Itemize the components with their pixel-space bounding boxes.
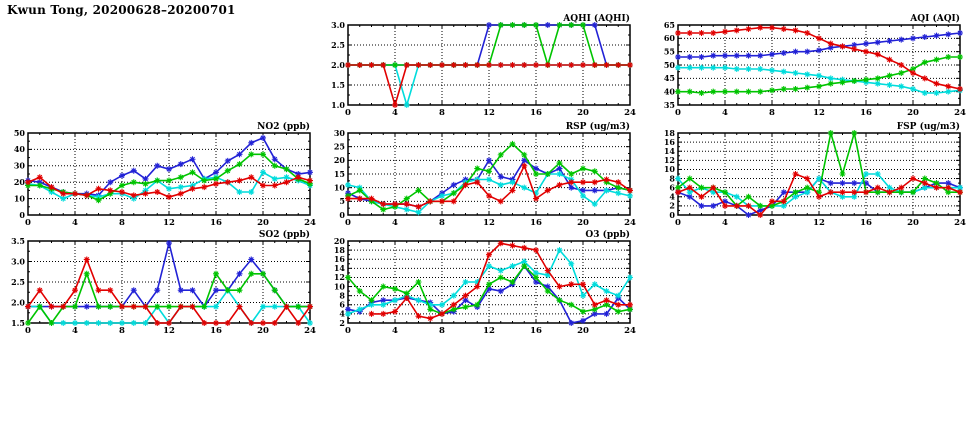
x-tick-label: 12: [483, 326, 495, 336]
x-tick-label: 16: [210, 326, 222, 336]
y-tick-label: 2: [339, 317, 345, 328]
no2-plot-svg: [10, 118, 325, 230]
x-tick-label: 4: [722, 218, 728, 228]
x-tick-label: 20: [257, 218, 269, 228]
y-tick-label: 20: [333, 235, 345, 246]
x-tick-label: 12: [483, 218, 495, 228]
x-tick-label: 20: [577, 326, 589, 336]
y-tick-label: 5: [339, 196, 345, 207]
x-tick-label: 24: [304, 218, 316, 228]
aqi-title: AQI (AQI): [910, 14, 960, 24]
x-tick-label: 4: [392, 108, 398, 118]
so2-title: SO2 (ppb): [258, 230, 310, 240]
x-tick-label: 16: [530, 108, 542, 118]
x-tick-label: 4: [392, 218, 398, 228]
x-tick-label: 24: [624, 218, 636, 228]
y-tick-label: 3.5: [11, 235, 25, 246]
y-tick-label: 6: [669, 182, 675, 193]
chart-so2: [10, 226, 325, 338]
y-tick-label: 40: [13, 144, 25, 155]
y-tick-label: 2.0: [331, 59, 345, 70]
rsp-series-blue: [345, 157, 633, 209]
y-tick-label: 20: [13, 177, 25, 187]
y-tick-label: 10: [333, 182, 345, 193]
x-tick-label: 0: [25, 326, 31, 336]
x-tick-label: 0: [25, 218, 31, 228]
x-tick-label: 12: [163, 218, 175, 228]
x-tick-label: 24: [954, 108, 966, 118]
y-tick-label: 65: [663, 19, 675, 30]
x-tick-label: 8: [439, 326, 445, 336]
y-tick-label: 30: [13, 160, 25, 171]
y-tick-label: 1.0: [331, 99, 345, 110]
chart-fsp: [660, 118, 975, 230]
x-tick-label: 8: [769, 108, 775, 118]
y-tick-label: 2: [669, 200, 675, 211]
x-tick-label: 8: [769, 218, 775, 228]
y-tick-label: 16: [663, 136, 675, 147]
x-tick-label: 12: [163, 326, 175, 336]
x-tick-label: 20: [577, 218, 589, 228]
y-tick-label: 8: [669, 173, 675, 184]
y-tick-label: 8: [339, 290, 345, 301]
chart-o3: [330, 226, 645, 338]
x-tick-label: 24: [624, 108, 636, 118]
x-tick-label: 0: [345, 108, 351, 118]
series-markers: [345, 157, 633, 209]
y-tick-label: 20: [333, 155, 345, 166]
chart-no2: [10, 118, 325, 230]
y-tick-label: 3.0: [11, 256, 25, 267]
y-tick-label: 45: [663, 73, 675, 84]
aqi-plot-svg: [660, 10, 975, 122]
no2-title: NO2 (ppb): [257, 122, 310, 132]
y-tick-label: 30: [333, 127, 345, 138]
fsp-title: FSP (ug/m3): [896, 122, 960, 132]
x-tick-label: 0: [345, 326, 351, 336]
x-tick-label: 24: [624, 326, 636, 336]
y-tick-label: 50: [663, 59, 675, 70]
y-tick-label: 60: [663, 33, 675, 44]
so2-plot-svg: [10, 226, 325, 338]
x-tick-label: 16: [530, 326, 542, 336]
y-tick-label: 14: [663, 146, 675, 157]
y-tick-label: 50: [13, 127, 25, 138]
x-tick-label: 8: [119, 218, 125, 228]
y-tick-label: 2.5: [331, 39, 345, 50]
x-tick-label: 4: [392, 326, 398, 336]
aqhi-title: AQHI (AQHI): [563, 14, 630, 24]
x-tick-label: 12: [483, 108, 495, 118]
x-tick-label: 4: [72, 326, 78, 336]
x-tick-label: 4: [72, 218, 78, 228]
y-tick-label: 2.0: [11, 297, 25, 308]
x-tick-label: 8: [119, 326, 125, 336]
y-tick-label: 12: [663, 155, 675, 166]
page-title: Kwun Tong, 20200628–20200701: [7, 3, 236, 17]
y-tick-label: 35: [663, 99, 675, 110]
x-tick-label: 16: [210, 218, 222, 228]
y-tick-label: 10: [663, 164, 675, 175]
y-tick-label: 18: [663, 127, 675, 138]
rsp-title: RSP (ug/m3): [565, 122, 630, 132]
y-tick-label: 40: [663, 86, 675, 97]
x-tick-label: 24: [954, 218, 966, 228]
x-tick-label: 8: [439, 108, 445, 118]
y-tick-label: 0: [339, 209, 345, 220]
x-tick-label: 24: [304, 326, 316, 336]
y-tick-label: 16: [333, 254, 345, 265]
o3-plot-svg: [330, 226, 645, 338]
y-tick-label: 14: [333, 263, 345, 274]
x-tick-label: 0: [675, 218, 681, 228]
y-tick-label: 1.5: [331, 79, 345, 90]
fsp-plot-svg: [660, 118, 975, 230]
y-tick-label: 4: [339, 308, 345, 319]
x-tick-label: 12: [813, 218, 825, 228]
x-tick-label: 20: [907, 218, 919, 228]
x-tick-label: 12: [813, 108, 825, 118]
x-tick-label: 16: [530, 218, 542, 228]
x-tick-label: 16: [860, 218, 872, 228]
y-tick-label: 6: [339, 299, 345, 310]
y-tick-label: 55: [663, 46, 675, 57]
chart-aqhi: [330, 10, 645, 122]
x-tick-label: 4: [722, 108, 728, 118]
y-tick-label: 2.5: [11, 276, 25, 287]
y-tick-label: 4: [669, 191, 675, 202]
y-tick-label: 25: [333, 141, 345, 152]
x-tick-label: 20: [907, 108, 919, 118]
aqhi-plot-svg: [330, 10, 645, 122]
y-tick-label: 15: [333, 168, 345, 179]
y-tick-label: 18: [333, 244, 345, 255]
chart-rsp: [330, 118, 645, 230]
series-line: [372, 243, 631, 318]
rsp-plot-svg: [330, 118, 645, 230]
y-tick-label: 10: [13, 193, 25, 204]
y-tick-label: 12: [333, 272, 345, 283]
x-tick-label: 16: [860, 108, 872, 118]
chart-aqi: [660, 10, 975, 122]
so2-series-red: [25, 256, 313, 326]
x-tick-label: 0: [345, 218, 351, 228]
y-tick-label: 3.0: [331, 19, 345, 30]
x-tick-label: 0: [675, 108, 681, 118]
y-tick-label: 10: [333, 281, 345, 292]
o3-title: O3 (ppb): [585, 230, 630, 240]
y-tick-label: 0: [669, 209, 675, 220]
x-tick-label: 20: [577, 108, 589, 118]
series-markers: [25, 256, 313, 326]
x-tick-label: 8: [439, 218, 445, 228]
y-tick-label: 1.5: [11, 317, 25, 328]
x-tick-label: 20: [257, 326, 269, 336]
y-tick-label: 0: [19, 209, 25, 220]
